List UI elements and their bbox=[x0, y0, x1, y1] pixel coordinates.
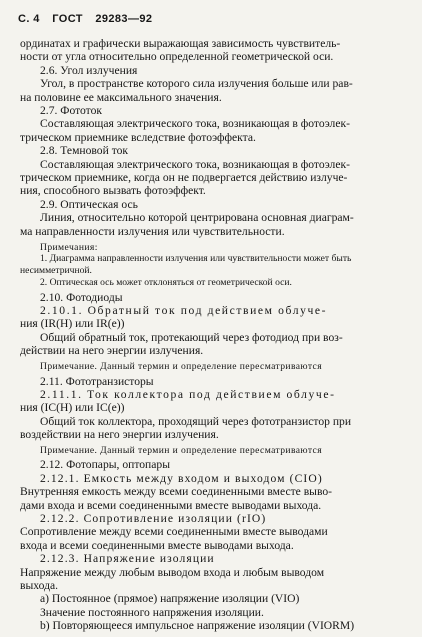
term-heading: 2.10.1. Обратный ток под действием облуче- bbox=[40, 304, 328, 317]
note-line: Примечание. Данный термин и определение пересматриваются bbox=[40, 445, 323, 456]
term-heading: 2.12.2. Сопротивление изоляции (rIO) bbox=[40, 512, 267, 525]
text-line: трическом приемнике вследствие фотоэффекта. bbox=[20, 130, 256, 144]
notes-heading: Примечания: bbox=[40, 241, 98, 253]
text-line: Угол, в пространстве которого сила излучения больше или рав- bbox=[40, 77, 353, 91]
section-heading: 2.8. Темновой ток bbox=[40, 144, 129, 158]
list-item: a) Постоянное (прямое) напряжение изоляции (VIO) bbox=[40, 592, 300, 606]
text-line: воздействии на него энергии излучения. bbox=[20, 428, 219, 442]
list-item: b) Повторяющееся импульсное напряжение изоляции (VIORM) bbox=[40, 619, 355, 633]
section-heading: 2.7. Фототок bbox=[40, 104, 102, 117]
section-heading: 2.12. Фотопары, оптопары bbox=[40, 458, 170, 472]
text-line: выхода. bbox=[20, 579, 59, 592]
text-line: дами входа и всеми соединенными вместе выводами выхода. bbox=[20, 498, 322, 512]
standard-number: 29283—92 bbox=[95, 13, 153, 25]
text-line: входа и всеми соединенными вместе выводами выхода. bbox=[20, 538, 294, 552]
term-heading: 2.12.3. Напряжение изоляции bbox=[40, 552, 215, 566]
term-heading: 2.11.1. Ток коллектора под действием облуче- bbox=[40, 387, 336, 401]
text-line: Общий обратный ток, протекающий через фотодиод при воз- bbox=[40, 330, 343, 344]
section-heading: 2.6. Угол излучения bbox=[40, 63, 138, 77]
note-line: Примечание. Данный термин и определение пересматриваются bbox=[40, 361, 323, 373]
note-line: 2. Оптическая ось может отклоняться от геометрической оси. bbox=[40, 277, 292, 289]
text-line: на половине ее максимального значения. bbox=[20, 90, 222, 104]
text-line: Сопротивление между всеми соединенными вместе выводами bbox=[20, 525, 328, 539]
text-line: ния, способного вызвать фотоэффект. bbox=[20, 184, 206, 198]
page-number: С. 4 bbox=[18, 13, 40, 25]
page-header bbox=[18, 13, 161, 25]
term-symbol-line: ния (IC(H) или IC(e)) bbox=[20, 401, 125, 415]
standard-label: ГОСТ bbox=[52, 13, 83, 25]
text-line: Общий ток коллектора, проходящий через фототранзистор при bbox=[40, 414, 352, 428]
section-heading: 2.9. Оптическая ось bbox=[40, 197, 138, 211]
text-line: действии на него энергии излучения. bbox=[20, 344, 204, 358]
section-heading: 2.11. Фототранзисторы bbox=[40, 374, 154, 388]
note-line: несимметричной. bbox=[20, 265, 92, 277]
section-heading: 2.10. Фотодиоды bbox=[40, 290, 123, 304]
text-line: ординатах и графически выражающая зависимость чувствитель- bbox=[20, 37, 341, 50]
term-heading: 2.12.1. Емкость между входом и выходом (CIO) bbox=[40, 471, 323, 485]
note-line: 1. Диаграмма направленности излучения или чувствительности может быть bbox=[40, 253, 352, 265]
text-line: трическом приемнике, когда он не подвергается действию излуче- bbox=[20, 171, 348, 184]
text-line: Составляющая электрического тока, возникающая в фотоэлек- bbox=[40, 117, 350, 131]
text-line: Линия, относительно которой центрирована основная диаграм- bbox=[40, 211, 354, 225]
text-line: Составляющая электрического тока, возникающая в фотоэлек- bbox=[40, 157, 350, 171]
text-line: ности от угла относительно определенной геометрической оси. bbox=[20, 50, 334, 64]
text-line: Значение постоянного напряжения изоляции. bbox=[40, 605, 264, 619]
text-line: Внутренняя емкость между всеми соединенными вместе выво- bbox=[20, 485, 333, 499]
term-symbol-line: ния (IR(H) или IR(e)) bbox=[20, 317, 125, 331]
text-line: ма направленности излучения или чувствительности. bbox=[20, 224, 285, 238]
text-line: Напряжение между любым выводом входа и любым выводом bbox=[20, 565, 325, 579]
